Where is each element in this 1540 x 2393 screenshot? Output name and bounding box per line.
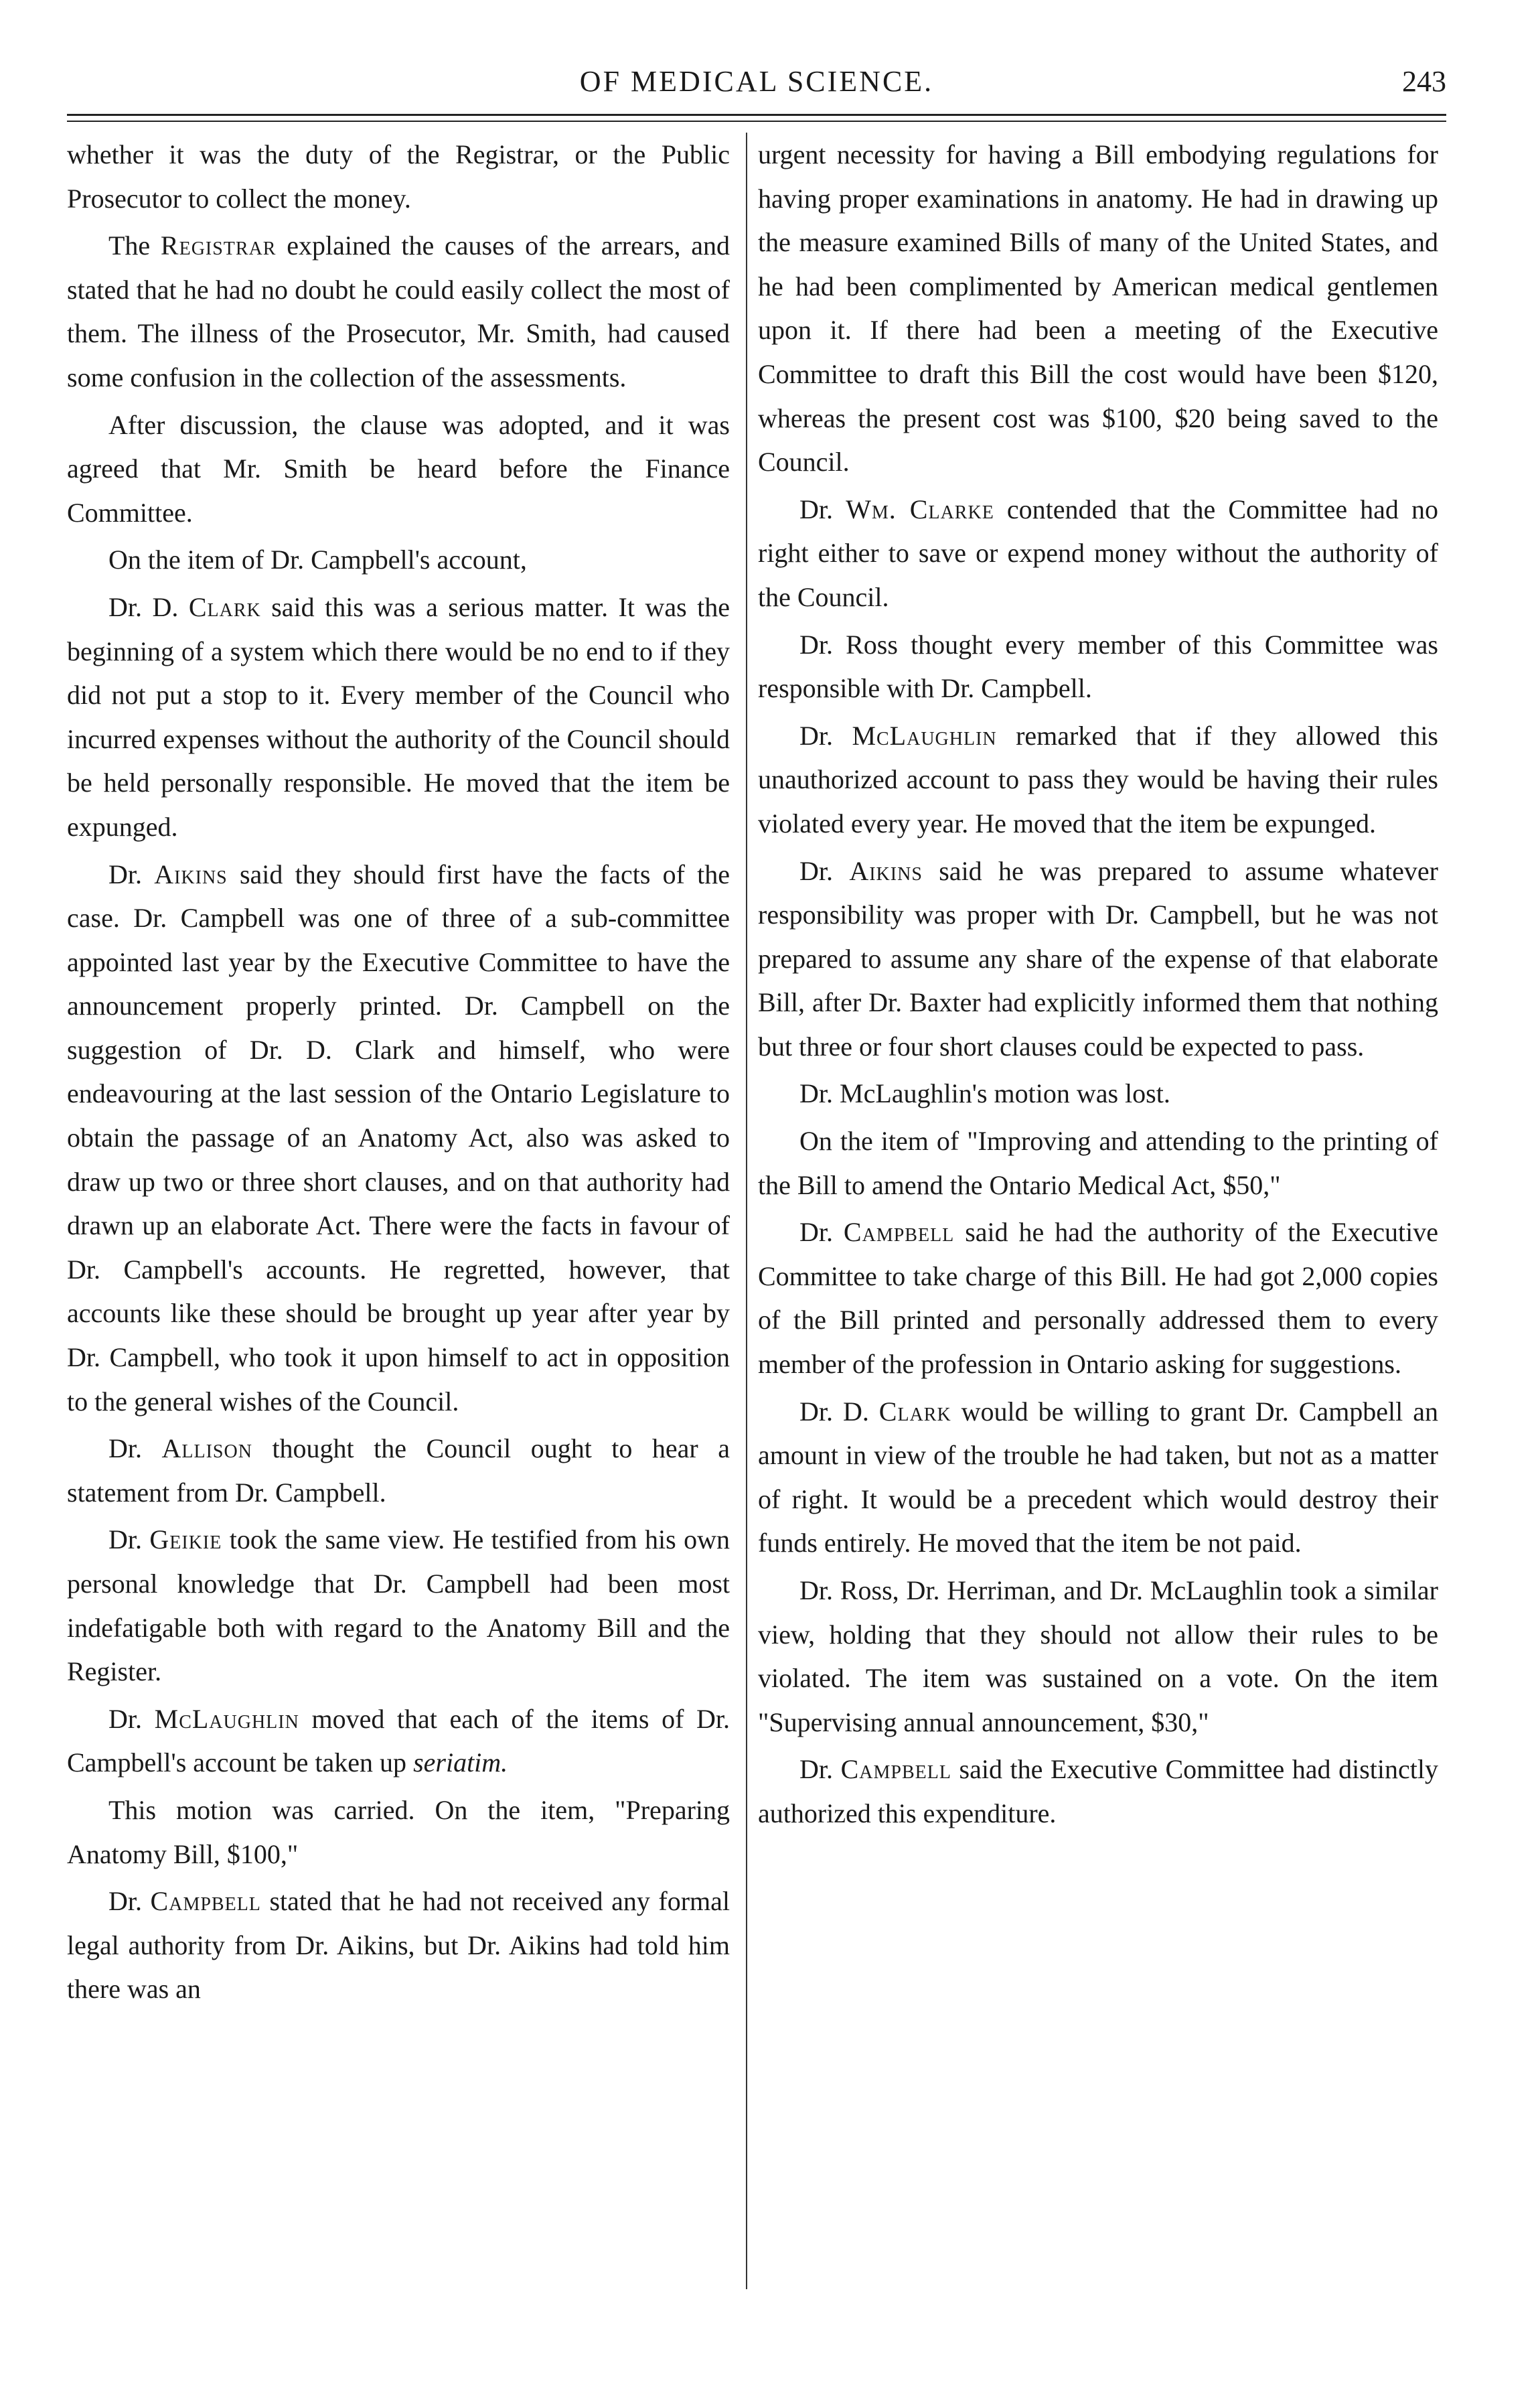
paragraph: Dr. Allison thought the Council ought to hear a statement from Dr. Campbell. bbox=[67, 1433, 730, 1508]
paragraph: On the item of Dr. Campbell's account, bbox=[108, 545, 527, 575]
speaker-name: Clark bbox=[878, 1396, 951, 1427]
paragraph: Dr. Wm. Clarke contended that the Committee had no right either to save or expend money without the authority of the Council. bbox=[758, 494, 1438, 612]
paragraph: This motion was carried. On the item, "Preparing Anatomy Bill, $100," bbox=[67, 1794, 730, 1869]
paragraph: Dr. McLaughlin's motion was lost. bbox=[799, 1078, 1170, 1109]
left-column bbox=[67, 133, 730, 2015]
running-header bbox=[67, 64, 1446, 111]
italic-term: seriatim. bbox=[413, 1747, 508, 1778]
paragraph: Dr. D. Clark said this was a serious matter. It was the beginning of a system which there would be no end to if they did not put a stop to it. Every member of the Council who incurred expenses without the authority of the Council should be held personally responsible. He moved that the item be expunged. bbox=[67, 591, 730, 842]
page-number: 243 bbox=[1402, 65, 1446, 98]
speaker-name: Clark bbox=[188, 591, 261, 622]
paragraph: urgent necessity for having a Bill embodying regulations for having proper examinations in anatomy. He had in drawing up the measure examined Bills of many of the United States, and he had been complimented by American medical gentlemen upon it. If there had been a meeting of the Executive Committee to draft this Bill the cost would have been $120, whereas the present cost was $100, $20 being saved to the Council. bbox=[758, 139, 1438, 478]
header-rule-thick bbox=[67, 114, 1446, 116]
speaker-name: Campbell bbox=[150, 1886, 261, 1917]
paragraph: Dr. Campbell said he had the authority of the Executive Committee to take charge of this Bill. He had got 2,000 copies of the Bill printed and personally addressed them to every member of the profession in Ontario asking for suggestions. bbox=[758, 1217, 1438, 1380]
speaker-name: Registrar bbox=[160, 230, 277, 261]
paragraph: Dr. McLaughlin moved that each of the items of Dr. Campbell's account be taken up seriatim. bbox=[67, 1703, 730, 1778]
speaker-name: Campbell bbox=[843, 1217, 955, 1248]
paragraph: After discussion, the clause was adopted, and it was agreed that Mr. Smith be heard before the Finance Committee. bbox=[67, 409, 730, 528]
speaker-name: Allison bbox=[161, 1433, 252, 1464]
paragraph: The Registrar explained the causes of the arrears, and stated that he had no doubt he could easily collect the most of them. The illness of the Prosecutor, Mr. Smith, had caused some confusion in the collection of the assessments. bbox=[67, 230, 730, 392]
paragraph: On the item of "Improving and attending to the printing of the Bill to amend the Ontario Medical Act, $50," bbox=[758, 1126, 1438, 1200]
paragraph: Dr. Campbell stated that he had not received any formal legal authority from Dr. Aikins, but Dr. Aikins had told him there was an bbox=[67, 1886, 730, 2005]
paragraph: Dr. D. Clark would be willing to grant Dr. Campbell an amount in view of the trouble he had taken, but not as a matter of right. It would be a precedent which would destroy their funds entirely. He moved that the item be not paid. bbox=[758, 1396, 1438, 1558]
speaker-name: Wm. Clarke bbox=[846, 494, 994, 524]
paragraph: Dr. Ross, Dr. Herriman, and Dr. McLaughlin took a similar view, holding that they should not allow their rules to be violated. The item was sustained on a vote. On the item "Supervising annual announcement, $30," bbox=[758, 1575, 1438, 1737]
paragraph: whether it was the duty of the Registrar, or the Public Prosecutor to collect the money. bbox=[67, 139, 730, 214]
speaker-name: McLaughlin bbox=[852, 720, 997, 751]
paragraph: Dr. Ross thought every member of this Committee was responsible with Dr. Campbell. bbox=[758, 629, 1438, 704]
right-column bbox=[758, 133, 1438, 1839]
paragraph: Dr. Aikins said he was prepared to assume whatever responsibility was proper with Dr. Campbell, but he was not prepared to assume any share of the expense of that elaborate Bill, after Dr. Baxter had explicitly informed them that nothing but three or four short clauses could be expected to pass. bbox=[758, 855, 1439, 1062]
speaker-name: Campbell bbox=[840, 1754, 951, 1785]
header-rule-thin bbox=[67, 121, 1446, 122]
speaker-name: Aikins bbox=[849, 855, 923, 886]
running-title: OF MEDICAL SCIENCE. bbox=[579, 65, 934, 98]
speaker-name: Geikie bbox=[149, 1524, 222, 1555]
paragraph: Dr. Geikie took the same view. He testified from his own personal knowledge that Dr. Campbell had been most indefatigable both with regard to the Anatomy Bill and the Register. bbox=[67, 1524, 730, 1687]
paragraph: Dr. McLaughlin remarked that if they allowed this unauthorized account to pass they would be having their rules violated every year. He moved that the item be expunged. bbox=[758, 720, 1438, 839]
speaker-name: McLaughlin bbox=[154, 1703, 299, 1734]
paragraph: Dr. Campbell said the Executive Committee had distinctly authorized this expenditure. bbox=[758, 1754, 1438, 1828]
column-divider bbox=[746, 133, 747, 2289]
speaker-name: Aikins bbox=[154, 859, 228, 889]
paragraph: Dr. Aikins said they should first have the facts of the case. Dr. Campbell was one of three of a sub-committee appointed last year by the Executive Committee to have the announcement properly printed. Dr. Campbell on the suggestion of Dr. D. Clark and himself, who were endeavouring at the last session of the Ontario Legislature to obtain the passage of an Anatomy Act, also was asked to draw up two or three short clauses, and on that authority had drawn up an elaborate Act. There were the facts in favour of Dr. Campbell's accounts. He regretted, however, that accounts like these should be brought up year after year by Dr. Campbell, who took it upon himself to act in opposition to the general wishes of the Council. bbox=[67, 859, 730, 1417]
